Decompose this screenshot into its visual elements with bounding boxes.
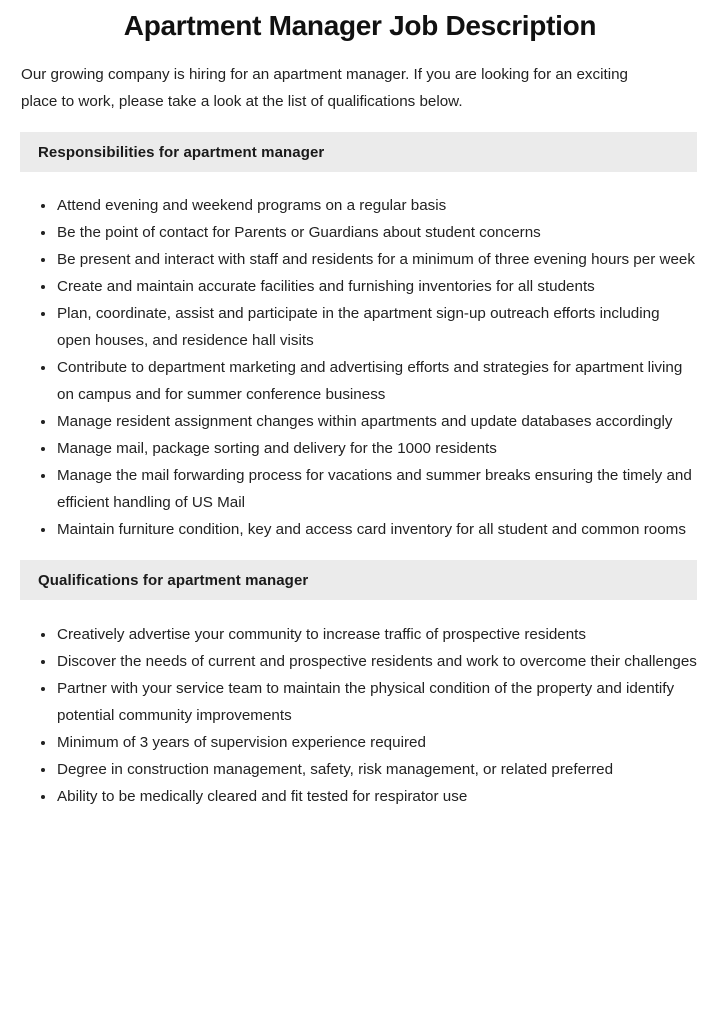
qualifications-list	[0, 621, 720, 810]
section-heading-label: Responsibilities for apartment manager	[38, 143, 325, 161]
list-item: Manage mail, package sorting and delivery for the 1000 residents	[0, 435, 720, 462]
section-header-qualifications	[20, 560, 697, 600]
list-item: Manage the mail forwarding process for vacations and summer breaks ensuring the timely and efficient handling of US Mail	[0, 462, 720, 516]
section-header-responsibilities	[20, 132, 697, 172]
list-item: Plan, coordinate, assist and participate in the apartment sign-up outreach efforts including open houses, and residence hall visits	[0, 300, 720, 354]
spacer	[0, 600, 720, 621]
list-item: Attend evening and weekend programs on a regular basis	[0, 192, 720, 219]
list-item: Creatively advertise your community to increase traffic of prospective residents	[0, 621, 720, 648]
responsibilities-list	[0, 192, 720, 543]
spacer	[0, 172, 720, 192]
list-item: Contribute to department marketing and advertising efforts and strategies for apartment living on campus and for summer conference business	[0, 354, 720, 408]
page-title: Apartment Manager Job Description	[123, 10, 597, 41]
list-item: Partner with your service team to maintain the physical condition of the property and identify potential community improvements	[0, 675, 720, 729]
list-item: Minimum of 3 years of supervision experience required	[0, 729, 720, 756]
list-item: Be the point of contact for Parents or Guardians about student concerns	[0, 219, 720, 246]
list-item: Create and maintain accurate facilities and furnishing inventories for all students	[0, 273, 720, 300]
list-item: Degree in construction management, safety, risk management, or related preferred	[0, 756, 720, 783]
intro-paragraph: Our growing company is hiring for an apartment manager. If you are looking for an exciting place to work, please take a look at the list of qualifications below.	[21, 66, 628, 110]
list-item: Maintain furniture condition, key and access card inventory for all student and common rooms	[0, 516, 720, 543]
list-item: Ability to be medically cleared and fit tested for respirator use	[0, 783, 720, 810]
list-item: Manage resident assignment changes within apartments and update databases accordingly	[0, 408, 720, 435]
list-item: Discover the needs of current and prospective residents and work to overcome their challenges	[0, 648, 720, 675]
section-responsibilities	[0, 132, 720, 543]
section-qualifications	[0, 560, 720, 810]
list-item: Be present and interact with staff and residents for a minimum of three evening hours per week	[0, 246, 720, 273]
section-heading-label: Qualifications for apartment manager	[38, 571, 309, 589]
